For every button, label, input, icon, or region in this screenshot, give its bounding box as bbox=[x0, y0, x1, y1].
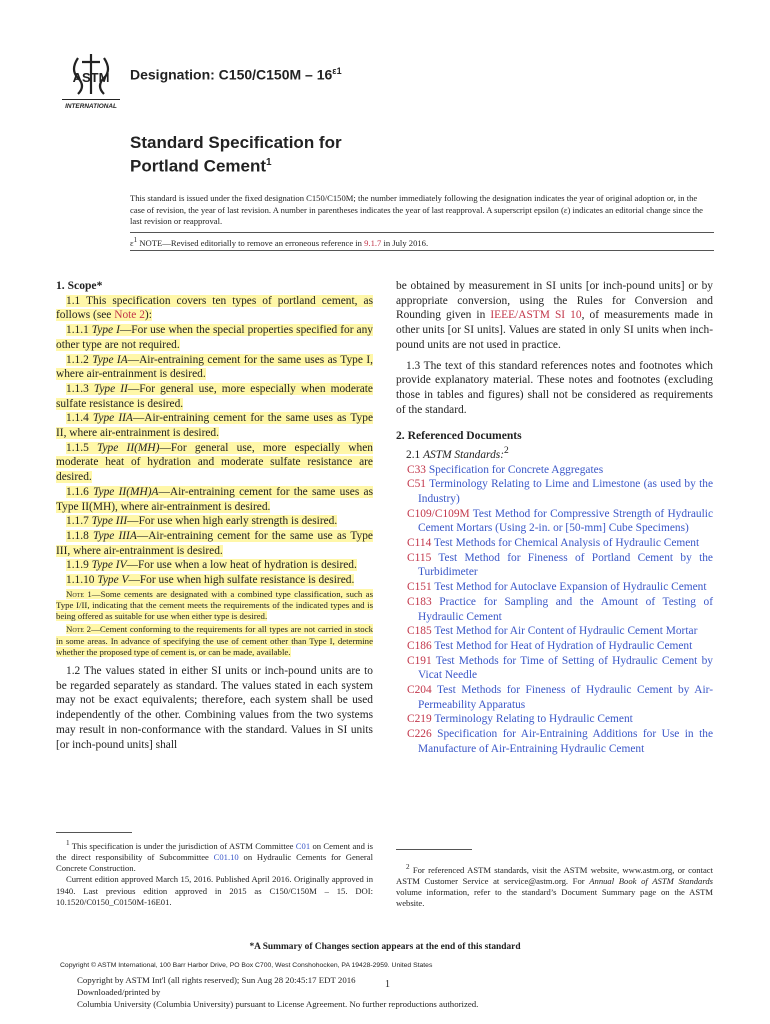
referenced-standard-link[interactable]: C185 Test Method for Air Content of Hydraulic Cement Mortar bbox=[407, 625, 698, 638]
cement-type-item: 1.1.10 Type V—For use when high sulfate resistance is desired. bbox=[66, 574, 355, 587]
note-2-link[interactable]: Note 2 bbox=[114, 309, 145, 322]
footnote-divider-left bbox=[56, 832, 132, 833]
footnote-1-edition: Current edition approved March 15, 2016. Published April 2016. Originally approved in 1940. Last previous edition approved in 2015 as C150/C150M – 15. DOI: 10.1520/C0150_C0150M-16E01. bbox=[56, 874, 373, 907]
title-line-1: Standard Specification for bbox=[130, 133, 342, 152]
referenced-standard-link[interactable]: C115 Test Method for Fineness of Portland Cement by the Turbidimeter bbox=[407, 551, 713, 579]
referenced-standard-link[interactable]: C219 Terminology Relating to Hydraulic Cement bbox=[407, 713, 633, 726]
title-line-2: Portland Cement bbox=[130, 156, 267, 176]
editorial-note-link[interactable]: 9.1.7 bbox=[364, 237, 382, 248]
astm-standards-subheading: 2.1 ASTM Standards:$^2$ bbox=[406, 446, 509, 461]
referenced-standard-link[interactable]: C186 Test Method for Heat of Hydration of Hydraulic Cement bbox=[407, 639, 693, 652]
scope-para-1-1: 1.1 This specification covers ten types of portland cement, as follows (see Note 2): bbox=[56, 294, 373, 322]
cement-type-item: 1.1.8 Type IIIA—Air-entraining cement for the same use as Type III, where air-entrainment is desired. bbox=[56, 529, 373, 557]
referenced-standard-link[interactable]: C204 Test Methods for Fineness of Hydraulic Cement by Air-Permeability Apparatus bbox=[407, 684, 713, 711]
note-1: Note 1—Some cements are designated with a combined type classification, such as Type I/II, indicating that the cement meets the requirements of the indicated types and is being offered as suitable for use when either type is desired. bbox=[56, 588, 373, 622]
logo-subtext: INTERNATIONAL bbox=[65, 103, 117, 110]
referenced-documents-heading: 2. Referenced Documents bbox=[396, 429, 522, 443]
logo-text: ASTM bbox=[72, 70, 110, 85]
summary-of-changes-note: *A Summary of Changes section appears at the end of this standard bbox=[249, 942, 521, 952]
cement-type-item: 1.1.6 Type II(MH)A—Air-entraining cement for the same uses as Type II(MH), where air-entrainment is desired. bbox=[56, 485, 374, 513]
footnote-2: $^2$ For referenced ASTM standards, visit the ASTM website, www.astm.org, or contact ASTM Customer Service at service@astm.org. For Annual Book of ASTM Standards volume information, refer to the standard’s Document Summary page on the ASTM website. bbox=[396, 863, 713, 909]
referenced-standards-list bbox=[396, 463, 713, 757]
header-divider bbox=[130, 250, 714, 251]
title-footnote-ref: 1 bbox=[266, 157, 272, 168]
page-number: 1 bbox=[385, 979, 390, 990]
editorial-note: $\varepsilon^1$ NOTE—Revised editorially to remove an erroneous reference in 9.1.7 in July 2016. bbox=[130, 236, 429, 248]
referenced-standard-link[interactable]: C183 Practice for Sampling and the Amount of Testing of Hydraulic Cement bbox=[407, 595, 713, 623]
note-2: Note 2—Cement conforming to the requirements for all types are not carried in stock in some areas. In advance of specifying the use of cement other than Type I, determine whether the proposed type of cement is, or can be made, available. bbox=[56, 624, 373, 657]
designation bbox=[130, 66, 342, 83]
scope-para-1-2: 1.2 The values stated in either SI units or inch-pound units are to be regarded separately as standard. The values stated in each system may not be exact equivalents; therefore, each system shall be used independently of the other. Combining values from the two systems may result in non-conformance with the standard. Values in SI units [or inch-pound units] shall bbox=[56, 664, 373, 751]
referenced-standard-link[interactable]: C191 Test Methods for Time of Setting of Hydraulic Cement by Vicat Needle bbox=[407, 654, 713, 682]
astm-logo bbox=[60, 50, 122, 112]
designation-text: Designation: C150/C150M – 16 bbox=[130, 66, 333, 83]
preamble-divider bbox=[130, 232, 714, 233]
committee-c01-link[interactable]: C01 bbox=[295, 840, 311, 851]
document-title bbox=[130, 133, 342, 177]
referenced-standard-link[interactable]: C51 Terminology Relating to Lime and Limestone (as used by the Industry) bbox=[407, 478, 713, 505]
scope-para-1-3: 1.3 The text of this standard references notes and footnotes which provide explanatory material. These notes and footnotes (excluding those in tables and figures) shall not be considered as requirements of the standard. bbox=[396, 359, 713, 416]
scope-para-1-2-continued: be obtained by measurement in SI units [or inch-pound units] or by appropriate conversion, using the Rules for Conversion and Rounding given in IEEE/ASTM SI 10, of measurements made in other units [or SI units]. Values are stated in only SI units when inch-pound units are not used in practice. bbox=[396, 280, 713, 351]
referenced-standard-link[interactable]: C33 Specification for Concrete Aggregates bbox=[407, 463, 604, 476]
footnote-divider-right bbox=[396, 849, 472, 850]
right-column bbox=[396, 279, 713, 757]
download-notice: Copyright by ASTM Int'l (all rights reserved); Sun Aug 28 20:45:17 EDT 2016 Downloaded/printed by Columbia University (Columbia University) pursuant to License Agreement. No further reproductions authorized. bbox=[77, 975, 479, 1009]
designation-sup: ε1 bbox=[332, 66, 342, 76]
cement-type-item: 1.1.4 Type IIA—Air-entraining cement for the same uses as Type II, where air-entrainment is desired. bbox=[56, 412, 374, 440]
subcommittee-c01-10-link[interactable]: C01.10 bbox=[213, 852, 239, 863]
scope-heading: 1. Scope* bbox=[56, 279, 103, 292]
si10-link[interactable]: IEEE/ASTM SI 10 bbox=[490, 309, 582, 322]
cement-type-item: 1.1.3 Type II—For general use, more especially when moderate sulfate resistance is desired. bbox=[56, 382, 373, 410]
cement-type-item: 1.1.2 Type IA—Air-entraining cement for the same uses as Type I, where air-entrainment is desired. bbox=[56, 353, 373, 381]
copyright-line: Copyright © ASTM International, 100 Barr Harbor Drive, PO Box C700, West Conshohocken, PA 19428-2959. United States bbox=[60, 962, 433, 969]
footnote-1: $^1$ This specification is under the jurisdiction of ASTM Committee C01 on Cement and is the direct responsibility of Subcommittee C01.10 on Hydraulic Cements for General Concrete Construction. Current edition approved March 15, 2016. Published April 2016. Originally approved in 1940. Last previous edition approved in 2015 as C150/C150M – 15. DOI: 10.1520/C0150_C0150M-16E01. bbox=[56, 839, 373, 907]
cement-type-item: 1.1.1 Type I—For use when the special properties specified for any other type are not required. bbox=[56, 324, 373, 351]
cement-type-item: 1.1.9 Type IV—For use when a low heat of hydration is desired. bbox=[66, 559, 357, 572]
referenced-standard-link[interactable]: C226 Specification for Air-Entraining Additions for Use in the Manufacture of Air-Entraining Hydraulic Cement bbox=[407, 728, 713, 755]
referenced-standard-link[interactable]: C114 Test Methods for Chemical Analysis of Hydraulic Cement bbox=[407, 537, 700, 550]
referenced-standard-link[interactable]: C109/C109M Test Method for Compressive Strength of Hydraulic Cement Mortars (Using 2-in. or [50-mm] Cube Specimens) bbox=[407, 507, 713, 535]
cement-type-item: 1.1.5 Type II(MH)—For general use, more especially when moderate heat of hydration and moderate sulfate resistance are desired. bbox=[56, 441, 373, 484]
cement-type-item: 1.1.7 Type III—For use when high early strength is desired. bbox=[66, 515, 338, 528]
preamble: This standard is issued under the fixed designation C150/C150M; the number immediately following the designation indicates the year of original adoption or, in the case of revision, the year of last revision. A number in parentheses indicates the year of last reapproval. A superscript epsilon (ε) indicates an editorial change since the last revision or reapproval. bbox=[130, 193, 703, 227]
left-column bbox=[56, 279, 373, 752]
cement-types-list bbox=[56, 323, 373, 588]
referenced-standard-link[interactable]: C151 Test Method for Autoclave Expansion of Hydraulic Cement bbox=[407, 581, 707, 594]
